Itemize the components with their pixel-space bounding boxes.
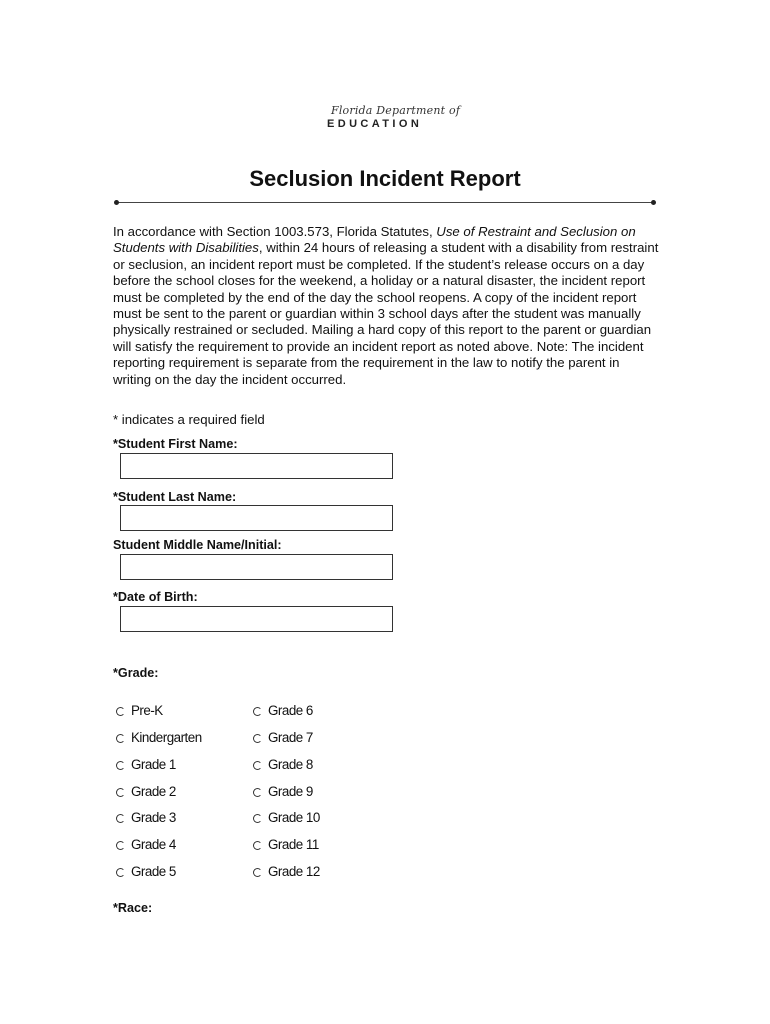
grade-radio-grade-11[interactable]: Grade 11 <box>253 835 319 853</box>
logo-main-text: EDUCATION <box>327 118 423 130</box>
grade-label: *Grade: <box>113 666 159 680</box>
grade-radio-grade-1[interactable]: Grade 1 <box>116 755 176 773</box>
middle-name-field[interactable] <box>120 554 393 580</box>
first-name-label: *Student First Name: <box>113 437 238 451</box>
last-name-field[interactable] <box>120 505 393 531</box>
radio-icon <box>116 734 125 743</box>
grade-radio-grade-2[interactable]: Grade 2 <box>116 782 176 800</box>
last-name-label: *Student Last Name: <box>113 490 237 504</box>
first-name-field[interactable] <box>120 453 393 479</box>
grade-radio-grade-3[interactable]: Grade 3 <box>116 808 176 826</box>
radio-icon <box>253 868 262 877</box>
page-title: Seclusion Incident Report <box>249 166 521 191</box>
required-field-note: * indicates a required field <box>113 412 265 427</box>
race-label: *Race: <box>113 901 153 915</box>
radio-icon <box>116 814 125 823</box>
dob-field[interactable] <box>120 606 393 632</box>
grade-radio-grade-12[interactable]: Grade 12 <box>253 862 320 880</box>
title-divider <box>117 202 653 203</box>
grade-radio-grade-9[interactable]: Grade 9 <box>253 782 313 800</box>
radio-icon <box>253 761 262 770</box>
intro-text-start: In accordance with Section 1003.573, Florida Statutes, <box>113 224 437 239</box>
radio-icon <box>116 841 125 850</box>
radio-icon <box>253 707 262 716</box>
grade-radio-grade-8[interactable]: Grade 8 <box>253 755 313 773</box>
grade-radio-grade-7[interactable]: Grade 7 <box>253 728 313 746</box>
grade-radio-grade-10[interactable]: Grade 10 <box>253 808 320 826</box>
grade-radio-grade-5[interactable]: Grade 5 <box>116 862 176 880</box>
radio-icon <box>116 868 125 877</box>
dob-label: *Date of Birth: <box>113 590 198 604</box>
intro-text-rest: , within 24 hours of releasing a student with a disability from restraint or seclusion, an incident report must be completed. If the student’s release occurs on a day before the school closes for the weekend, a holiday or a natural disaster, the incident report must be completed by the end of the day the school reopens. A copy of the incident report must be sent to the parent or guardian within 3 school days after the student was manually physically restrained or secluded. Mailing a hard copy of this report to the parent or guardian will satisfy the requirement to provide an incident report as noted above. Note: The incident reporting requirement is separate from the requirement in the law to notify the parent in writing on the day the incident occurred. <box>113 240 659 387</box>
middle-name-label: Student Middle Name/Initial: <box>113 538 282 552</box>
divider-dot-right <box>651 200 656 205</box>
grade-radio-pre-k[interactable]: Pre-K <box>116 701 163 719</box>
radio-icon <box>253 788 262 797</box>
grade-radio-grade-6[interactable]: Grade 6 <box>253 701 313 719</box>
radio-icon <box>116 788 125 797</box>
radio-icon <box>116 707 125 716</box>
grade-radio-kindergarten[interactable]: Kindergarten <box>116 728 202 746</box>
radio-icon <box>116 761 125 770</box>
fdoe-logo <box>327 104 461 132</box>
radio-icon <box>253 734 262 743</box>
intro-paragraph <box>113 224 661 388</box>
divider-dot-left <box>114 200 119 205</box>
radio-icon <box>253 841 262 850</box>
radio-icon <box>253 814 262 823</box>
intro-statute-title: Use of Restraint and Seclusion on Students with Disabilities <box>113 224 636 256</box>
grade-radio-grade-4[interactable]: Grade 4 <box>116 835 176 853</box>
logo-script-text: Florida Department of <box>331 104 461 117</box>
